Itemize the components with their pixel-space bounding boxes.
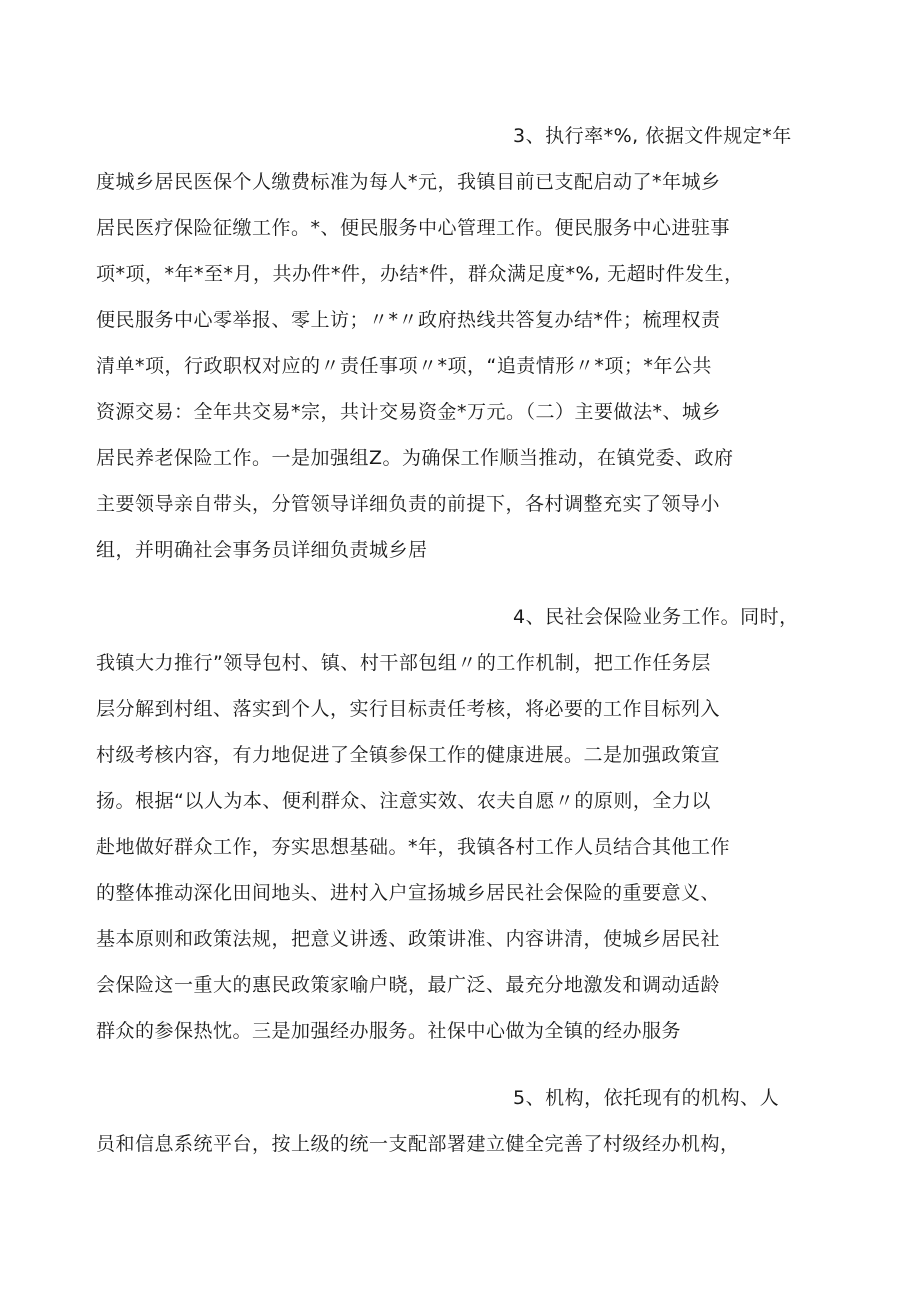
paragraph-4-line-8	[0, 919, 920, 959]
text-line: 基本原则和政策法规，把意义讲透、政策讲准、内容讲清，使城乡居民社	[96, 928, 721, 950]
paragraph-3-line-10	[0, 530, 920, 570]
text-line: 便民服务中心零举报、零上访；〃*〃政府热线共答复办结*件；梳理权责	[96, 309, 721, 331]
paragraph-4-line-3	[0, 689, 920, 729]
paragraph-4-line-2	[0, 643, 920, 683]
text-line: 扬。根据“以人为本、便利群众、注意实效、农夫自愿〃的原则，全力以	[96, 790, 711, 812]
text-line: 会保险这一重大的惠民政策家喻户晓，最广泛、最充分地激发和调动适龄	[96, 974, 721, 996]
paragraph-5-line-2	[0, 1124, 920, 1164]
paragraph-5-line-1	[0, 1078, 920, 1118]
text-line: 项*项，*年*至*月，共办件*件，办结*件，群众满足度*%, 无超时件发生，	[96, 263, 744, 285]
text-line: 居民养老保险工作。一是加强组Z。为确保工作顺当推动，在镇党委、政府	[96, 447, 734, 469]
text-line: 主要领导亲自带头，分管领导详细负责的前提下，各村调整充实了领导小	[96, 493, 721, 515]
text-line: 群众的参保热忱。三是加强经办服务。社保中心做为全镇的经办服务	[96, 1020, 682, 1042]
text-line: 资源交易：全年共交易*宗，共计交易资金*万元。（二）主要做法*、城乡	[96, 401, 722, 423]
paragraph-3-line-8	[0, 438, 920, 478]
paragraph-4-line-5	[0, 781, 920, 821]
paragraph-3-line-7	[0, 392, 920, 432]
paragraph-4-line-6	[0, 827, 920, 867]
paragraph-4-line-7	[0, 873, 920, 913]
paragraph-4-line-9	[0, 965, 920, 1005]
text-line: 层分解到村组、落实到个人，实行目标责任考核，将必要的工作目标列入	[96, 698, 721, 720]
paragraph-4-line-1	[0, 597, 920, 637]
text-line: 度城乡居民医保个人缴费标准为每人*元，我镇目前已支配启动了*年城乡	[96, 171, 721, 193]
text-line: 员和信息系统平台，按上级的统一支配部署建立健全完善了村级经办机构，	[96, 1133, 740, 1155]
paragraph-3-line-2	[0, 162, 920, 202]
text-line: 3、执行率*%, 依据文件规定*年	[513, 125, 792, 147]
paragraph-4-line-4	[0, 735, 920, 775]
paragraph-3-line-5	[0, 300, 920, 340]
paragraph-3-line-1	[0, 116, 920, 156]
text-line: 赴地做好群众工作，夯实思想基础。*年，我镇各村工作人员结合其他工作	[96, 836, 731, 858]
text-line: 组，并明确社会事务员详细负责城乡居	[96, 539, 428, 561]
paragraph-3-line-9	[0, 484, 920, 524]
text-line: 居民医疗保险征缴工作。*、便民服务中心管理工作。便民服务中心进驻事	[96, 217, 731, 239]
text-line: 村级考核内容，有力地促进了全镇参保工作的健康进展。二是加强政策宣	[96, 744, 721, 766]
paragraph-3-line-4	[0, 254, 920, 294]
text-line: 4、民社会保险业务工作。同时，	[513, 606, 799, 628]
paragraph-3-line-3	[0, 208, 920, 248]
paragraph-4-line-10	[0, 1011, 920, 1051]
text-line: 清单*项，行政职权对应的〃责任事项〃*项，“追责情形〃*项；*年公共	[96, 355, 712, 377]
text-line: 5、机构，依托现有的机构、人	[513, 1087, 780, 1109]
text-line: 我镇大力推行”领导包村、镇、村干部包组〃的工作机制，把工作任务层	[96, 652, 711, 674]
text-line: 的整体推动深化田间地头、进村入户宣扬城乡居民社会保险的重要意义、	[96, 882, 721, 904]
paragraph-3-line-6	[0, 346, 920, 386]
